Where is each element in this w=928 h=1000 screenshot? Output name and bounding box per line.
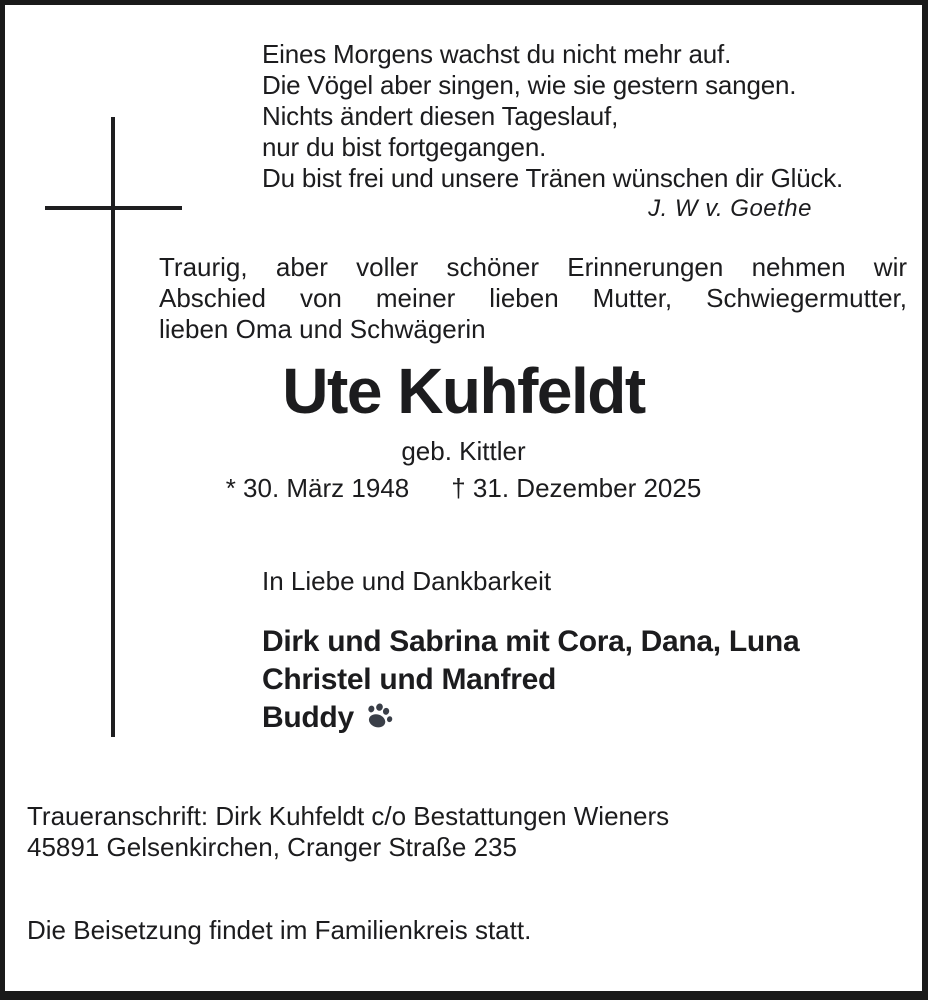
intro-line: lieben Oma und Schwägerin	[159, 314, 486, 344]
life-dates	[5, 473, 922, 504]
poem-line: Du bist frei und unsere Tränen wünschen dir Glück.	[262, 163, 844, 193]
address-line: 45891 Gelsenkirchen, Cranger Straße 235	[27, 832, 517, 862]
address-line: Traueranschrift: Dirk Kuhfeldt c/o Bestattungen Wieners	[27, 801, 670, 831]
intro-line: Abschied von meiner lieben Mutter, Schwiegermutter,	[159, 283, 907, 313]
funeral-note: Die Beisetzung findet im Familienkreis statt.	[27, 915, 532, 945]
maiden-name: geb. Kittler	[401, 436, 526, 466]
mourner-line	[262, 699, 799, 737]
poem-line: Nichts ändert diesen Tageslauf,	[262, 101, 619, 131]
mourning-address	[27, 801, 669, 863]
intro-paragraph	[159, 252, 907, 345]
cross-icon	[45, 206, 182, 210]
poem-line: Die Vögel aber singen, wie sie gestern sangen.	[262, 70, 797, 100]
poem-line: Eines Morgens wachst du nicht mehr auf.	[262, 39, 732, 69]
mourner-line: Christel und Manfred	[262, 663, 557, 696]
death-date: † 31. Dezember 2025	[451, 473, 702, 503]
intro-line: Traurig, aber voller schöner Erinnerungen nehmen wir	[159, 252, 907, 282]
mourner-pet-name: Buddy	[262, 701, 354, 734]
closing-phrase: In Liebe und Dankbarkeit	[262, 566, 552, 596]
birth-date: * 30. März 1948	[225, 473, 410, 503]
cross-icon	[111, 117, 115, 737]
deceased-name: Ute Kuhfeldt	[282, 355, 645, 427]
poem-attribution: J. W v. Goethe	[648, 195, 812, 222]
mourners-list	[262, 623, 799, 737]
poem	[262, 39, 843, 194]
mourner-line: Dirk und Sabrina mit Cora, Dana, Luna	[262, 625, 800, 658]
paw-print-icon	[364, 702, 395, 731]
poem-line: nur du bist fortgegangen.	[262, 132, 547, 162]
